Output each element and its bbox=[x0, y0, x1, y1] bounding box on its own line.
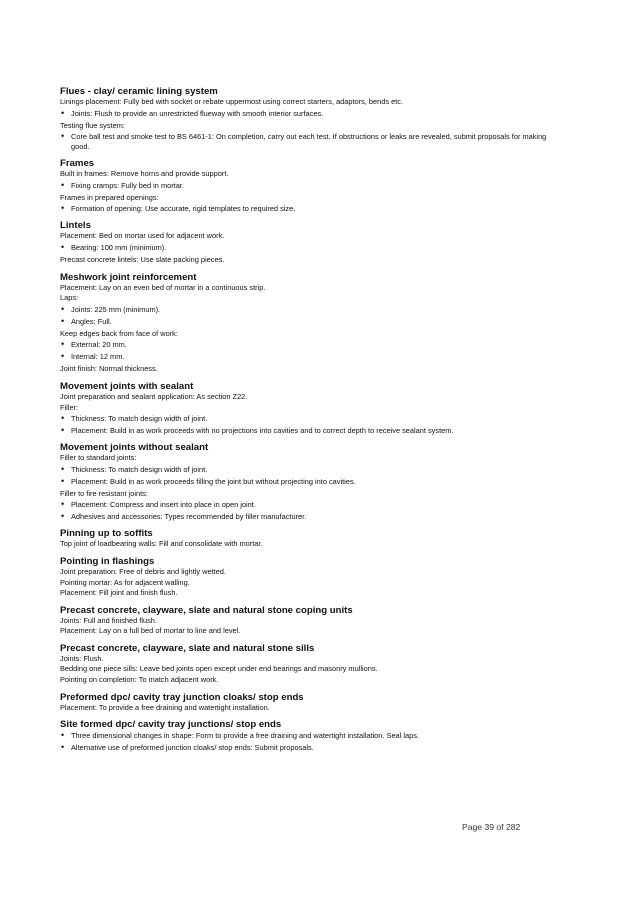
clause-text: Placement: Bed on mortar used for adjacent work. bbox=[60, 231, 225, 241]
bullet-item bbox=[60, 204, 560, 214]
clause-section bbox=[60, 643, 560, 686]
bullet-icon: • bbox=[61, 351, 65, 362]
clause-section bbox=[60, 719, 560, 753]
bullet-icon: • bbox=[61, 315, 65, 326]
clause-text: Built in frames: Remove horns and provide support. bbox=[60, 169, 229, 179]
clause-section bbox=[60, 381, 560, 436]
clause-text: Placement: Lay on an even bed of mortar in a continuous strip. bbox=[60, 282, 266, 292]
bullet-icon: • bbox=[61, 131, 65, 142]
bullet-item bbox=[60, 317, 560, 327]
clause-text: Filler to fire resistant joints: bbox=[60, 488, 148, 498]
clause-section bbox=[60, 692, 560, 714]
bullet-icon: • bbox=[61, 742, 65, 753]
clause-text: Placement: Lay on a full bed of mortar to line and level. bbox=[60, 626, 241, 636]
bullet-icon: • bbox=[61, 463, 65, 474]
bullet-icon: • bbox=[61, 425, 65, 436]
clause-section bbox=[60, 272, 560, 375]
bullet-item bbox=[60, 305, 560, 315]
bullet-item bbox=[60, 414, 560, 424]
clause-heading: Movement joints without sealant bbox=[60, 442, 209, 454]
bullet-text: Bearing: 100 mm (minimum). bbox=[71, 242, 167, 252]
clause-text: Frames in prepared openings: bbox=[60, 192, 159, 202]
clause-text: Pointing on completion: To match adjacent work. bbox=[60, 675, 219, 685]
clause-text: Placement: Fill joint and finish flush. bbox=[60, 588, 178, 598]
bullet-icon: • bbox=[61, 730, 65, 741]
clause-text: Bedding one piece sills: Leave bed joints open except under end bearings and masonry mullions. bbox=[60, 664, 378, 674]
bullet-text: External: 20 mm. bbox=[71, 340, 127, 350]
bullet-text: Internal: 12 mm. bbox=[71, 352, 125, 362]
clause-section bbox=[60, 220, 560, 265]
bullet-text: Formation of opening: Use accurate, rigid templates to required size. bbox=[71, 204, 296, 214]
clause-section bbox=[60, 158, 560, 214]
clause-text: Testing flue system: bbox=[60, 120, 125, 130]
clause-section bbox=[60, 605, 560, 637]
clause-section bbox=[60, 442, 560, 522]
clause-heading: Site formed dpc/ cavity tray junctions/ stop ends bbox=[60, 719, 282, 731]
bullet-item bbox=[60, 243, 560, 253]
bullet-text: Core ball test and smoke test to BS 6461-1: On completion, carry out each test. If obstructions or leaks are revealed, submit proposals for making good. bbox=[71, 132, 547, 152]
clause-section bbox=[60, 528, 560, 550]
clause-heading: Pointing in flashings bbox=[60, 555, 155, 567]
clause-heading: Precast concrete, clayware, slate and natural stone coping units bbox=[60, 604, 353, 616]
bullet-icon: • bbox=[61, 107, 65, 118]
bullet-icon: • bbox=[61, 179, 65, 190]
bullet-item bbox=[60, 181, 560, 191]
bullet-item bbox=[60, 743, 560, 753]
clause-heading: Frames bbox=[60, 158, 95, 170]
bullet-icon: • bbox=[61, 511, 65, 522]
clause-text: Precast concrete lintels: Use slate packing pieces. bbox=[60, 254, 225, 264]
document-body bbox=[60, 86, 560, 755]
clause-text: Pointing mortar: As for adjacent walling. bbox=[60, 577, 190, 587]
bullet-item bbox=[60, 352, 560, 362]
bullet-item bbox=[60, 109, 560, 119]
bullet-text: Placement: Compress and insert into place in open joint. bbox=[71, 500, 256, 510]
clause-text: Keep edges back from face of work: bbox=[60, 328, 178, 338]
clause-text: Top joint of loadbearing walls: Fill and consolidate with mortar. bbox=[60, 539, 263, 549]
clause-text: Joints: Full and finished flush. bbox=[60, 615, 157, 625]
bullet-icon: • bbox=[61, 475, 65, 486]
bullet-text: Three dimensional changes in shape: Form to provide a free draining and watertight installation. Seal laps. bbox=[71, 731, 419, 741]
bullet-icon: • bbox=[61, 241, 65, 252]
bullet-text: Angles: Full. bbox=[71, 316, 112, 326]
clause-text: Joints: Flush. bbox=[60, 653, 104, 663]
bullet-item bbox=[60, 426, 560, 436]
bullet-text: Thickness: To match design width of joint. bbox=[71, 464, 208, 474]
page-number: Page 39 of 282 bbox=[462, 822, 521, 832]
bullet-text: Adhesives and accessories: Types recommended by filler manufacturer. bbox=[71, 512, 307, 522]
bullet-item bbox=[60, 477, 560, 487]
clause-heading: Flues - clay/ ceramic lining system bbox=[60, 86, 218, 97]
bullet-item bbox=[60, 465, 560, 475]
clause-heading: Preformed dpc/ cavity tray junction cloaks/ stop ends bbox=[60, 691, 304, 703]
bullet-icon: • bbox=[61, 203, 65, 214]
bullet-item bbox=[60, 340, 560, 350]
bullet-text: Joints: Flush to provide an unrestricted flueway with smooth interior surfaces. bbox=[71, 108, 324, 118]
clause-text: Joint finish: Normal thickness. bbox=[60, 364, 158, 374]
clause-text: Joint preparation: Free of debris and lightly wetted. bbox=[60, 566, 226, 576]
clause-heading: Meshwork joint reinforcement bbox=[60, 271, 197, 283]
clause-text: Filler to standard joints: bbox=[60, 453, 137, 463]
clause-text: Placement: To provide a free draining and watertight installation. bbox=[60, 702, 270, 712]
bullet-item bbox=[60, 500, 560, 510]
bullet-icon: • bbox=[61, 499, 65, 510]
bullet-text: Placement: Build in as work proceeds filling the joint but without projecting into cavities. bbox=[71, 476, 356, 486]
bullet-icon: • bbox=[61, 339, 65, 350]
clause-text: Joint preparation and sealant application: As section Z22. bbox=[60, 391, 248, 401]
clause-section bbox=[60, 86, 560, 152]
bullet-item bbox=[60, 512, 560, 522]
bullet-text: Joints: 225 mm (minimum). bbox=[71, 304, 161, 314]
clause-heading: Lintels bbox=[60, 220, 91, 232]
clause-heading: Pinning up to soffits bbox=[60, 528, 153, 540]
bullet-item bbox=[60, 132, 560, 152]
bullet-text: Alternative use of preformed junction cloaks/ stop ends: Submit proposals. bbox=[71, 743, 314, 753]
clause-text: Laps: bbox=[60, 293, 79, 303]
bullet-text: Thickness: To match design width of joint. bbox=[71, 414, 208, 424]
clause-heading: Precast concrete, clayware, slate and natural stone sills bbox=[60, 642, 315, 654]
clause-heading: Movement joints with sealant bbox=[60, 380, 194, 392]
clause-text: Linings placement: Fully bed with socket or rebate uppermost using correct starters, adaptors, bends etc. bbox=[60, 97, 404, 106]
bullet-icon: • bbox=[61, 413, 65, 424]
clause-text: Filler: bbox=[60, 402, 79, 412]
bullet-icon: • bbox=[61, 303, 65, 314]
bullet-text: Fixing cramps: Fully bed in mortar. bbox=[71, 180, 184, 190]
bullet-text: Placement: Build in as work proceeds with no projections into cavities and to correct depth to receive sealant system. bbox=[71, 426, 454, 436]
clause-section bbox=[60, 556, 560, 599]
bullet-item bbox=[60, 731, 560, 741]
